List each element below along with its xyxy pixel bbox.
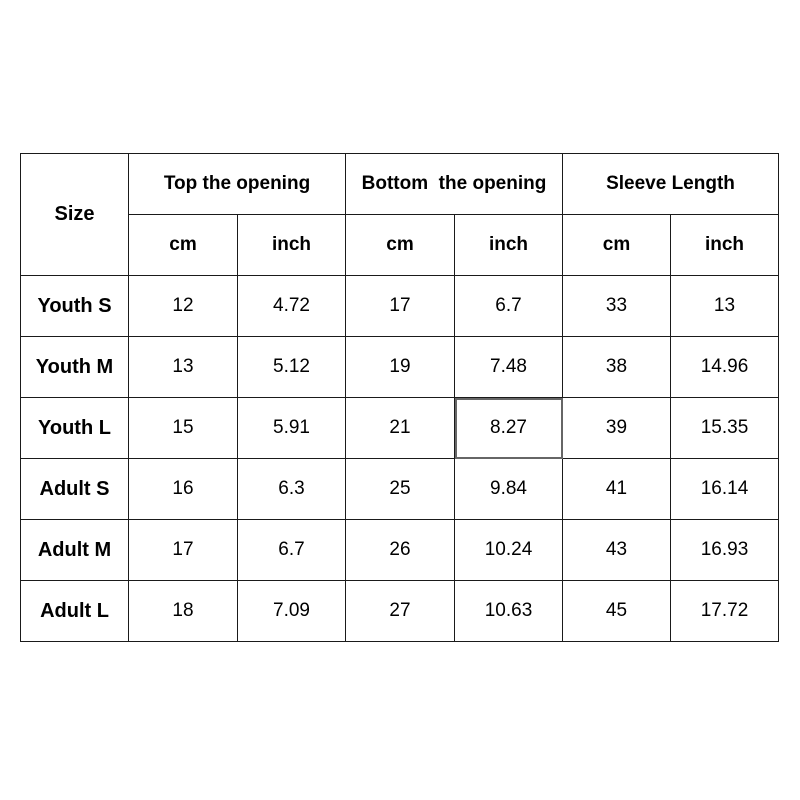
row-label: Adult S [21, 459, 129, 520]
table-row [21, 520, 779, 581]
table-cell: 43 [563, 520, 671, 581]
table-cell: 27 [346, 581, 455, 642]
unit-header: inch [671, 215, 779, 276]
row-label: Adult L [21, 581, 129, 642]
group-header-bottom-opening: Bottom the opening [346, 154, 563, 215]
row-label: Youth M [21, 337, 129, 398]
group-header-sleeve-length: Sleeve Length [563, 154, 779, 215]
table-cell: 15 [129, 398, 238, 459]
unit-header: cm [346, 215, 455, 276]
size-chart-table [20, 153, 779, 642]
table-cell: 19 [346, 337, 455, 398]
row-label: Youth S [21, 276, 129, 337]
table-cell: 10.63 [455, 581, 563, 642]
table-row [21, 581, 779, 642]
table-cell: 9.84 [455, 459, 563, 520]
table-cell: 16 [129, 459, 238, 520]
unit-header: cm [563, 215, 671, 276]
table-cell: 6.7 [455, 276, 563, 337]
selected-table-cell[interactable]: 8.27 [455, 398, 563, 459]
unit-header: inch [455, 215, 563, 276]
table-cell: 16.14 [671, 459, 779, 520]
table-cell: 15.35 [671, 398, 779, 459]
table-cell: 26 [346, 520, 455, 581]
table-cell: 17 [129, 520, 238, 581]
table-cell: 7.48 [455, 337, 563, 398]
unit-header: inch [238, 215, 346, 276]
table-cell: 14.96 [671, 337, 779, 398]
table-cell: 18 [129, 581, 238, 642]
table-units-row [21, 215, 779, 276]
table-cell: 6.7 [238, 520, 346, 581]
table-cell: 17 [346, 276, 455, 337]
table-row [21, 337, 779, 398]
table-cell: 4.72 [238, 276, 346, 337]
table-cell: 41 [563, 459, 671, 520]
table-cell: 10.24 [455, 520, 563, 581]
table-row [21, 459, 779, 520]
unit-header: cm [129, 215, 238, 276]
size-header: Size [21, 154, 129, 276]
table-cell: 5.91 [238, 398, 346, 459]
table-cell: 13 [671, 276, 779, 337]
row-label: Adult M [21, 520, 129, 581]
row-label: Youth L [21, 398, 129, 459]
group-header-top-opening: Top the opening [129, 154, 346, 215]
table-cell: 17.72 [671, 581, 779, 642]
table-cell: 13 [129, 337, 238, 398]
table-cell: 39 [563, 398, 671, 459]
table-cell: 5.12 [238, 337, 346, 398]
table-cell: 45 [563, 581, 671, 642]
table-cell: 16.93 [671, 520, 779, 581]
table-cell: 25 [346, 459, 455, 520]
table-cell: 12 [129, 276, 238, 337]
table-cell: 21 [346, 398, 455, 459]
table-cell: 6.3 [238, 459, 346, 520]
table-cell: 33 [563, 276, 671, 337]
table-row [21, 398, 779, 459]
table-cell: 38 [563, 337, 671, 398]
table-row [21, 276, 779, 337]
table-header-row [21, 154, 779, 215]
table-cell: 7.09 [238, 581, 346, 642]
